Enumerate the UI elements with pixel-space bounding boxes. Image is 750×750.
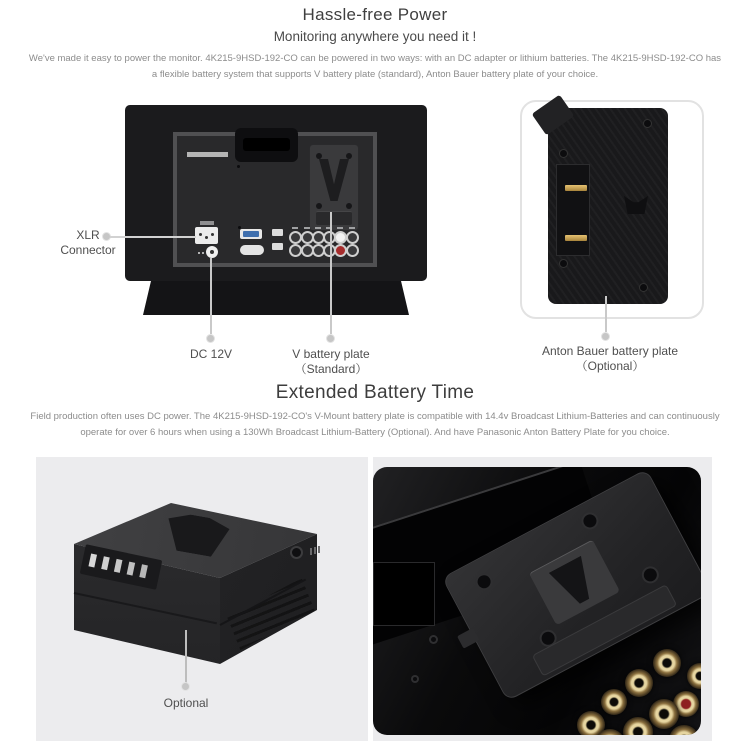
plate-connector	[316, 211, 352, 225]
gold-contact	[565, 185, 587, 191]
gold-contact	[565, 235, 587, 241]
hdmi-port-graphic	[272, 243, 283, 250]
xlr-label-strip	[200, 221, 214, 225]
bnc-label	[315, 227, 321, 229]
section-title: Extended Battery Time	[275, 382, 475, 403]
plate-screw-hole	[475, 573, 493, 591]
plate-screw	[346, 153, 352, 159]
dc-dot	[198, 252, 200, 254]
photo-vent-cutout	[373, 562, 435, 626]
battery-caption: Optional	[163, 696, 209, 710]
callout-vplate-label: V battery plate	[292, 347, 370, 361]
v-wedge-cutout	[319, 159, 349, 201]
v-mount-plate-graphic	[310, 145, 358, 230]
v-mount-battery-graphic	[66, 492, 336, 692]
anton-screw	[644, 120, 651, 127]
battery-contact-pin	[114, 559, 123, 573]
handle-cutout	[235, 128, 298, 162]
anton-screw	[560, 150, 567, 157]
rca-connector	[623, 717, 653, 735]
anton-plate-graphic	[548, 108, 668, 304]
callout-dot	[103, 233, 110, 240]
rca-connector	[601, 689, 627, 715]
bnc-label	[292, 227, 298, 229]
callout-line-xlr	[110, 236, 196, 238]
bnc-connector	[346, 231, 359, 244]
battery-contact-pin	[88, 553, 97, 567]
callout-dc-label: DC 12V	[189, 347, 233, 361]
battery-contact-pin	[101, 556, 110, 570]
anton-plate-box	[520, 100, 704, 319]
anton-clamp-lever	[532, 95, 575, 136]
callout-xlr-label: XLR Connector	[60, 228, 116, 257]
rca-connector	[653, 649, 681, 677]
plate-screw	[316, 203, 322, 209]
xlr-pin	[199, 233, 202, 236]
anton-screw	[560, 260, 567, 267]
callout-vplate-note: （Standard）	[294, 362, 368, 376]
rca-connector	[687, 663, 701, 689]
callout-line-optional	[185, 630, 187, 683]
dc-dot	[202, 252, 204, 254]
rca-connector	[625, 669, 653, 697]
callout-dot	[182, 683, 189, 690]
vga-port-blue	[243, 231, 259, 237]
closeup-photo-card	[373, 457, 712, 741]
battery-contact-pin	[139, 564, 148, 578]
hdmi-port-graphic	[272, 229, 283, 236]
page-title: Hassle-free Power	[302, 5, 448, 24]
monitor-stand-base	[143, 281, 409, 315]
bnc-label	[304, 227, 310, 229]
dc-jack-graphic	[206, 246, 218, 258]
label-sticker	[187, 152, 228, 157]
anton-screw	[640, 284, 647, 291]
callout-line-dc	[210, 258, 212, 334]
plate-latch	[457, 628, 479, 649]
bnc-label	[349, 227, 355, 229]
plate-screw-hole	[581, 512, 599, 530]
battery-indicator	[292, 548, 301, 557]
battery-marking	[318, 546, 320, 553]
rca-connector	[649, 699, 679, 729]
monitor-rear-illustration	[125, 105, 427, 317]
callout-line-vplate	[330, 212, 332, 334]
xlr-pin	[211, 233, 214, 236]
battery-photo-card	[36, 457, 368, 741]
callout-dot	[207, 335, 214, 342]
anton-latch-cutout	[624, 196, 648, 214]
xlr-port-graphic	[195, 227, 218, 244]
callout-anton-label: Anton Bauer battery plate	[541, 344, 679, 358]
handle-slot	[243, 138, 290, 151]
dvi-port-graphic	[240, 245, 264, 255]
plate-screw	[316, 153, 322, 159]
plate-screw	[346, 203, 352, 209]
xlr-pin	[205, 236, 208, 239]
anton-contact-channel	[556, 164, 590, 256]
vga-port-graphic	[240, 229, 262, 239]
photo-screw	[413, 677, 417, 681]
plate-screw-hole	[642, 566, 660, 584]
page-subtitle: Monitoring anywhere you need it !	[273, 29, 477, 44]
battery-contact-pin	[127, 562, 136, 576]
plate-wedge-mount	[529, 539, 620, 625]
rca-connector	[669, 725, 699, 735]
plate-wedge-slot	[542, 552, 608, 613]
panel-screw	[237, 165, 240, 168]
bnc-label	[337, 227, 343, 229]
battery-marking	[310, 548, 312, 555]
v-plate-closeup-photo	[373, 467, 701, 735]
bnc-connector	[346, 244, 359, 257]
section-description: Field production often uses DC power. The 4K215-9HSD-192-CO's V-Mount battery plate is compatible with 14.4v Broadcast Lithium-Batteries and can continuously operate for over 6 hours when using a 130Wh Broadcast Lithium-Battery (Optional). And have Panasonic Anton Battery Plate for you choice.	[30, 411, 720, 438]
callout-line-anton	[605, 296, 607, 332]
battery-marking	[314, 547, 316, 554]
callout-anton-note: （Optional）	[575, 359, 645, 373]
hero-description: We've made it easy to power the monitor. 4K215-9HSD-192-CO can be powered in two ways: with an DC adapter or lithium batteries. The 4K215-9HSD-192-CO has a flexible battery system that supports V battery plate (standard), Anton Bauer battery plate of your choice.	[28, 53, 722, 80]
callout-dot	[602, 333, 609, 340]
dc-jack-center	[210, 250, 214, 254]
photo-screw	[431, 637, 436, 642]
callout-dot	[327, 335, 334, 342]
